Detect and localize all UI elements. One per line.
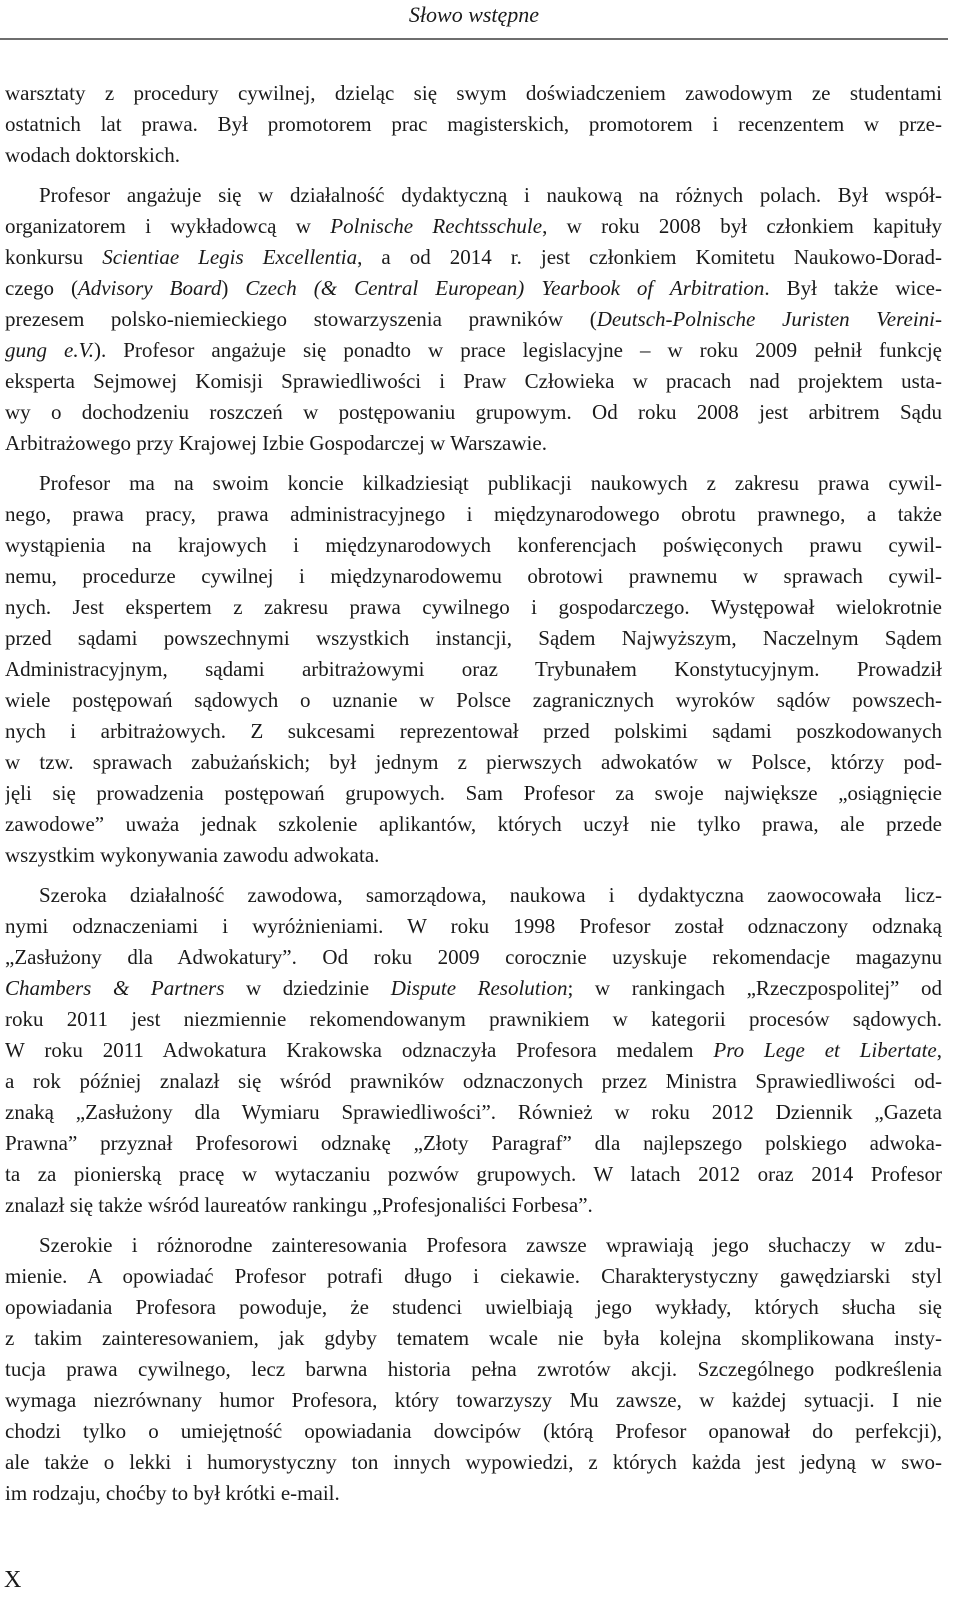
paragraph-spacing	[5, 1221, 942, 1230]
text-line	[5, 180, 942, 211]
text-run: nych i arbitrażowych. Z sukcesami reprezentował przed polskimi sądami poszkodowanych	[5, 719, 942, 743]
text-line	[5, 1128, 942, 1159]
paragraph-spacing	[5, 871, 942, 880]
text-line	[5, 109, 942, 140]
text-run: eksperta Sejmowej Komisji Sprawiedliwości i Praw Człowieka w pracach nad projektem usta-	[5, 369, 942, 393]
text-line	[5, 1354, 942, 1385]
paragraph	[5, 78, 942, 171]
text-run: organizatorem i wykładowcą w	[5, 214, 331, 238]
italic-text-run: Chambers & Partners	[5, 976, 225, 1000]
paragraph	[5, 1230, 942, 1509]
text-run: W roku 2011 Adwokatura Krakowska odznaczyła Profesora medalem	[5, 1038, 714, 1062]
text-run: Szerokie i różnorodne zainteresowania Profesora zawsze wprawiają jego słuchaczy w zdu-	[39, 1233, 942, 1257]
text-run: ta za pionierską pracę w wytaczaniu pozwów grupowych. W latach 2012 oraz 2014 Profesor	[5, 1162, 942, 1186]
text-run: w dziedzinie	[224, 976, 391, 1000]
text-run: z takim zainteresowaniem, jak gdyby tematem wcale nie była kolejna skomplikowana insty-	[5, 1326, 942, 1350]
page-number: X	[4, 1567, 22, 1593]
text-line	[5, 397, 942, 428]
text-line	[5, 1447, 942, 1478]
text-line	[5, 747, 942, 778]
text-line	[5, 654, 942, 685]
text-line	[5, 1478, 942, 1509]
paragraph-spacing	[5, 459, 942, 468]
text-line	[5, 1416, 942, 1447]
paragraph	[5, 880, 942, 1221]
text-line	[5, 1385, 942, 1416]
text-run: ). Profesor angażuje się ponadto w prace legislacyjne – w roku 2009 pełnił funkcję	[93, 338, 942, 362]
text-run: Profesor angażuje się w działalność dydaktyczną i naukową na różnych polach. Był współ-	[39, 183, 942, 207]
text-run: czego (	[5, 276, 78, 300]
text-line	[5, 1292, 942, 1323]
text-run: ,	[936, 1038, 942, 1062]
text-line	[5, 778, 942, 809]
text-run: Profesor ma na swoim koncie kilkadziesiąt publikacji naukowych z zakresu prawa cywil-	[39, 471, 942, 495]
text-run: wymaga niezrównany humor Profesora, który towarzyszy Mu zawsze, w każdej sytuacji. I nie	[5, 1388, 942, 1412]
italic-text-run: Scientiae Legis Excellentia	[102, 245, 358, 269]
text-line	[5, 1190, 942, 1221]
text-run: ale także o lekki i humorystyczny ton innych wypowiedzi, z których każda jest jedyną w swo-	[5, 1450, 942, 1474]
text-line	[5, 716, 942, 747]
text-run: wszystkim wykonywania zawodu adwokata.	[5, 843, 380, 867]
text-line	[5, 1004, 942, 1035]
text-run: przed sądami powszechnymi wszystkich instancji, Sądem Najwyższym, Naczelnym Sądem	[5, 626, 942, 650]
text-line	[5, 840, 942, 871]
text-run: wystąpienia na krajowych i międzynarodowych konferencjach poświęconych prawu cywil-	[5, 533, 942, 557]
text-run: tucja prawa cywilnego, lecz barwna historia pełna zwrotów akcji. Szczególnego podkreślenia	[5, 1357, 942, 1381]
text-line	[5, 78, 942, 109]
text-run: zawodowe” uważa jednak szkolenie aplikantów, których uczył nie tylko prawa, ale przede	[5, 812, 942, 836]
text-line	[5, 428, 942, 459]
text-run: nymi odznaczeniami i wyróżnieniami. W roku 1998 Profesor został odznaczony odznaką	[5, 914, 942, 938]
text-run: nych. Jest ekspertem z zakresu prawa cywilnego i gospodarczego. Występował wielokrotnie	[5, 595, 942, 619]
text-run: opowiadania Profesora powoduje, że studenci uwielbiają jego wykłady, których słucha się	[5, 1295, 942, 1319]
text-line	[5, 468, 942, 499]
text-run: mienie. A opowiadać Profesor potrafi długo i ciekawie. Charakterystyczny gawędziarski styl	[5, 1264, 942, 1288]
text-run: )	[221, 276, 246, 300]
text-run: im rodzaju, choćby to był krótki e-mail.	[5, 1481, 340, 1505]
text-line	[5, 942, 942, 973]
text-run: chodzi tylko o umiejętność opowiadania dowcipów (którą Profesor opanował do perfekcji),	[5, 1419, 942, 1443]
italic-text-run: Pro Lege et Libertate	[713, 1038, 937, 1062]
paragraph-spacing	[5, 171, 942, 180]
paragraph	[5, 468, 942, 871]
text-run: w tzw. sprawach zabużańskich; był jednym z pierwszych adwokatów w Polsce, którzy pod-	[5, 750, 942, 774]
text-line	[5, 140, 942, 171]
body-text	[5, 78, 942, 1509]
italic-text-run: Advisory Board	[77, 276, 222, 300]
text-line	[5, 973, 942, 1004]
text-run: znalazł się także wśród laureatów rankingu „Profesjonaliści Forbesa”.	[5, 1193, 593, 1217]
text-run: Szeroka działalność zawodowa, samorządowa, naukowa i dydaktyczna zaowocowała licz-	[39, 883, 942, 907]
text-run: jęli się prowadzenia postępowań grupowych. Sam Profesor za swoje największe „osiągnięcie	[5, 781, 942, 805]
italic-text-run: Dispute Resolution	[390, 976, 568, 1000]
text-run: wodach doktorskich.	[5, 143, 180, 167]
text-line	[5, 623, 942, 654]
text-run: . Był także wice-	[764, 276, 942, 300]
text-run: nemu, procedurze cywilnej i międzynarodowemu obrotowi prawnemu w sprawach cywil-	[5, 564, 942, 588]
text-run: Arbitrażowego przy Krajowej Izbie Gospodarczej w Warszawie.	[5, 431, 547, 455]
text-run: konkursu	[5, 245, 103, 269]
text-line	[5, 304, 942, 335]
italic-text-run: Polnische Rechtsschule	[330, 214, 543, 238]
text-line	[5, 530, 942, 561]
text-run: znaką „Zasłużony dla Wymiaru Sprawiedliwości”. Również w roku 2012 Dziennik „Gazeta	[5, 1100, 942, 1124]
text-run: „Zasłużony dla Adwokatury”. Od roku 2009 corocznie uzyskuje rekomendacje magazynu	[5, 945, 942, 969]
text-line	[5, 592, 942, 623]
text-run: nego, prawa pracy, prawa administracyjnego i międzynarodowego obrotu prawnego, a także	[5, 502, 942, 526]
italic-text-run: Czech (& Central European) Yearbook of Arbitration	[245, 276, 765, 300]
text-run: wy o dochodzeniu roszczeń w postępowaniu grupowym. Od roku 2008 jest arbitrem Sądu	[5, 400, 942, 424]
text-line	[5, 809, 942, 840]
text-run: , a od 2014 r. jest członkiem Komitetu Naukowo-Dorad-	[357, 245, 942, 269]
text-run: warsztaty z procedury cywilnej, dzieląc się swym doświadczeniem zawodowym ze studentami	[5, 81, 942, 105]
text-line	[5, 1066, 942, 1097]
text-run: ; w rankingach „Rzeczpospolitej” od	[567, 976, 942, 1000]
text-run: , w roku 2008 był członkiem kapituły	[542, 214, 942, 238]
text-line	[5, 1159, 942, 1190]
text-line	[5, 1323, 942, 1354]
text-line	[5, 911, 942, 942]
text-line	[5, 211, 942, 242]
text-run: prezesem polsko-niemieckiego stowarzyszenia prawników (	[5, 307, 597, 331]
text-run: a rok później znalazł się wśród prawników odznaczonych przez Ministra Sprawiedliwości od-	[5, 1069, 942, 1093]
text-line	[5, 499, 942, 530]
text-line	[5, 685, 942, 716]
italic-text-run: Deutsch-Polnische Juristen Vereini-	[596, 307, 942, 331]
text-line	[5, 366, 942, 397]
text-line	[5, 242, 942, 273]
text-line	[5, 880, 942, 911]
text-run: roku 2011 jest niezmiennie rekomendowanym prawnikiem w kategorii procesów sądowych.	[5, 1007, 942, 1031]
text-run: ostatnich lat prawa. Był promotorem prac magisterskich, promotorem i recenzentem w prze-	[5, 112, 942, 136]
running-header	[0, 0, 948, 40]
paragraph	[5, 180, 942, 459]
text-line	[5, 1035, 942, 1066]
text-line	[5, 1230, 942, 1261]
text-line	[5, 273, 942, 304]
text-line	[5, 1261, 942, 1292]
text-line	[5, 335, 942, 366]
text-line	[5, 1097, 942, 1128]
text-run: Administracyjnym, sądami arbitrażowymi oraz Trybunałem Konstytucyjnym. Prowadził	[5, 657, 942, 681]
italic-text-run: gung e.V.	[5, 338, 94, 362]
text-run: wiele postępowań sądowych o uznanie w Polsce zagranicznych wyroków sądów powszech-	[5, 688, 942, 712]
text-run: Prawna” przyznał Profesorowi odznakę „Złoty Paragraf” dla najlepszego polskiego adwoka-	[5, 1131, 942, 1155]
text-line	[5, 561, 942, 592]
running-header-title: Słowo wstępne	[408, 2, 540, 27]
